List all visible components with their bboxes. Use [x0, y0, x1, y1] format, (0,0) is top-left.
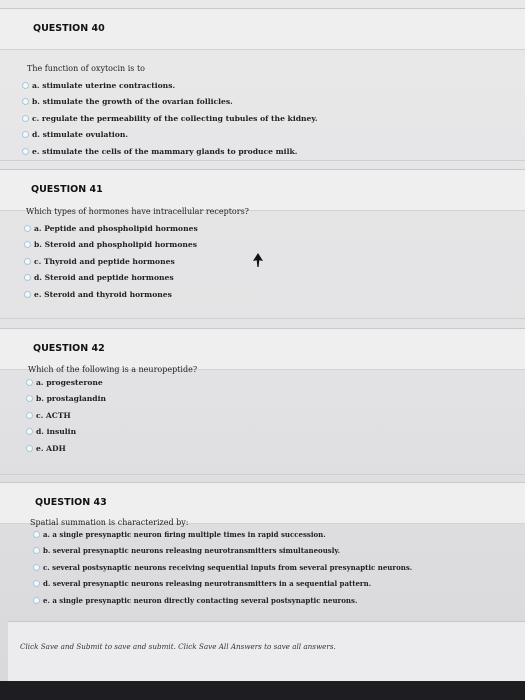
mouse-pointer-icon	[253, 253, 263, 267]
answer-option-d[interactable]	[22, 127, 318, 144]
answer-options	[24, 220, 198, 303]
radio-button-icon[interactable]	[33, 564, 40, 571]
option-label: b. several presynaptic neurons releasing neurotransmitters simultaneously.	[43, 546, 341, 556]
radio-button-icon[interactable]	[33, 580, 40, 587]
question-text: Which types of hormones have intracellular receptors?	[26, 207, 249, 216]
radio-button-icon[interactable]	[22, 131, 29, 138]
answer-option-a[interactable]	[22, 77, 318, 94]
radio-button-icon[interactable]	[24, 291, 31, 298]
radio-button-icon[interactable]	[26, 412, 33, 419]
question-header-bar	[0, 8, 525, 50]
question-title: QUESTION 40	[33, 23, 105, 34]
answer-option-d[interactable]	[33, 576, 412, 593]
answer-option-e[interactable]	[24, 286, 198, 303]
radio-button-icon[interactable]	[33, 597, 40, 604]
radio-button-icon[interactable]	[22, 98, 29, 105]
option-label: b. prostaglandin	[36, 394, 107, 404]
answer-option-b[interactable]	[24, 237, 198, 254]
option-label: d. Steroid and peptide hormones	[34, 273, 174, 283]
option-label: c. several postsynaptic neurons receiving sequential inputs from several presynaptic neurons.	[43, 562, 413, 572]
submit-footer	[8, 621, 525, 681]
question-text: Which of the following is a neuropeptide?	[28, 365, 198, 374]
answer-option-e[interactable]	[22, 143, 318, 160]
radio-button-icon[interactable]	[26, 379, 33, 386]
option-label: c. ACTH	[36, 410, 71, 420]
radio-button-icon[interactable]	[33, 547, 40, 554]
radio-button-icon[interactable]	[26, 445, 33, 452]
radio-button-icon[interactable]	[24, 258, 31, 265]
radio-button-icon[interactable]	[26, 428, 33, 435]
question-header-bar	[0, 169, 525, 211]
radio-button-icon[interactable]	[24, 274, 31, 281]
question-text: The function of oxytocin is to	[27, 64, 145, 73]
footer-instructions: Click Save and Submit to save and submit. Click Save All Answers to save all answers.	[20, 642, 336, 651]
section-divider	[0, 474, 525, 475]
section-divider	[0, 318, 525, 319]
answer-option-c[interactable]	[22, 110, 318, 127]
option-label: e. Steroid and thyroid hormones	[34, 289, 172, 299]
radio-button-icon[interactable]	[24, 241, 31, 248]
answer-option-d[interactable]	[26, 424, 106, 441]
question-title: QUESTION 43	[35, 497, 107, 508]
option-label: e. ADH	[36, 443, 66, 453]
option-label: c. Thyroid and peptide hormones	[34, 256, 175, 266]
option-label: a. stimulate uterine contractions.	[32, 80, 176, 90]
answer-option-a[interactable]	[33, 526, 412, 543]
option-label: d. several presynaptic neurons releasing neurotransmitters in a sequential pattern.	[43, 579, 372, 589]
section-divider	[0, 160, 525, 161]
answer-option-c[interactable]	[24, 253, 198, 270]
option-label: c. regulate the permeability of the collecting tubules of the kidney.	[32, 113, 318, 123]
option-label: d. stimulate ovulation.	[32, 130, 129, 140]
option-label: b. Steroid and phospholipid hormones	[34, 240, 198, 250]
answer-options	[33, 526, 412, 609]
answer-option-d[interactable]	[24, 270, 198, 287]
answer-option-a[interactable]	[26, 374, 106, 391]
answer-option-e[interactable]	[26, 440, 106, 457]
option-label: a. progesterone	[36, 377, 103, 387]
radio-button-icon[interactable]	[24, 225, 31, 232]
answer-option-b[interactable]	[22, 94, 318, 111]
radio-button-icon[interactable]	[22, 82, 29, 89]
bottom-bar	[0, 681, 525, 700]
answer-option-c[interactable]	[26, 407, 106, 424]
answer-option-c[interactable]	[33, 559, 412, 576]
question-title: QUESTION 42	[33, 343, 105, 354]
option-label: e. stimulate the cells of the mammary glands to produce milk.	[32, 146, 298, 156]
option-label: e. a single presynaptic neuron directly contacting several postsynaptic neurons.	[43, 595, 358, 605]
question-text: Spatial summation is characterized by:	[30, 518, 189, 527]
question-title: QUESTION 41	[31, 184, 103, 195]
radio-button-icon[interactable]	[33, 531, 40, 538]
answer-options	[22, 77, 318, 160]
answer-option-b[interactable]	[26, 391, 106, 408]
option-label: d. insulin	[36, 427, 77, 437]
answer-option-e[interactable]	[33, 592, 412, 609]
answer-option-a[interactable]	[24, 220, 198, 237]
radio-button-icon[interactable]	[22, 115, 29, 122]
radio-button-icon[interactable]	[22, 148, 29, 155]
option-label: a. a single presynaptic neuron firing multiple times in rapid succession.	[43, 529, 326, 539]
radio-button-icon[interactable]	[26, 395, 33, 402]
question-header-bar	[0, 328, 525, 370]
option-label: b. stimulate the growth of the ovarian follicles.	[32, 97, 233, 107]
answer-option-b[interactable]	[33, 543, 412, 560]
option-label: a. Peptide and phospholipid hormones	[34, 223, 198, 233]
answer-options	[26, 374, 106, 457]
